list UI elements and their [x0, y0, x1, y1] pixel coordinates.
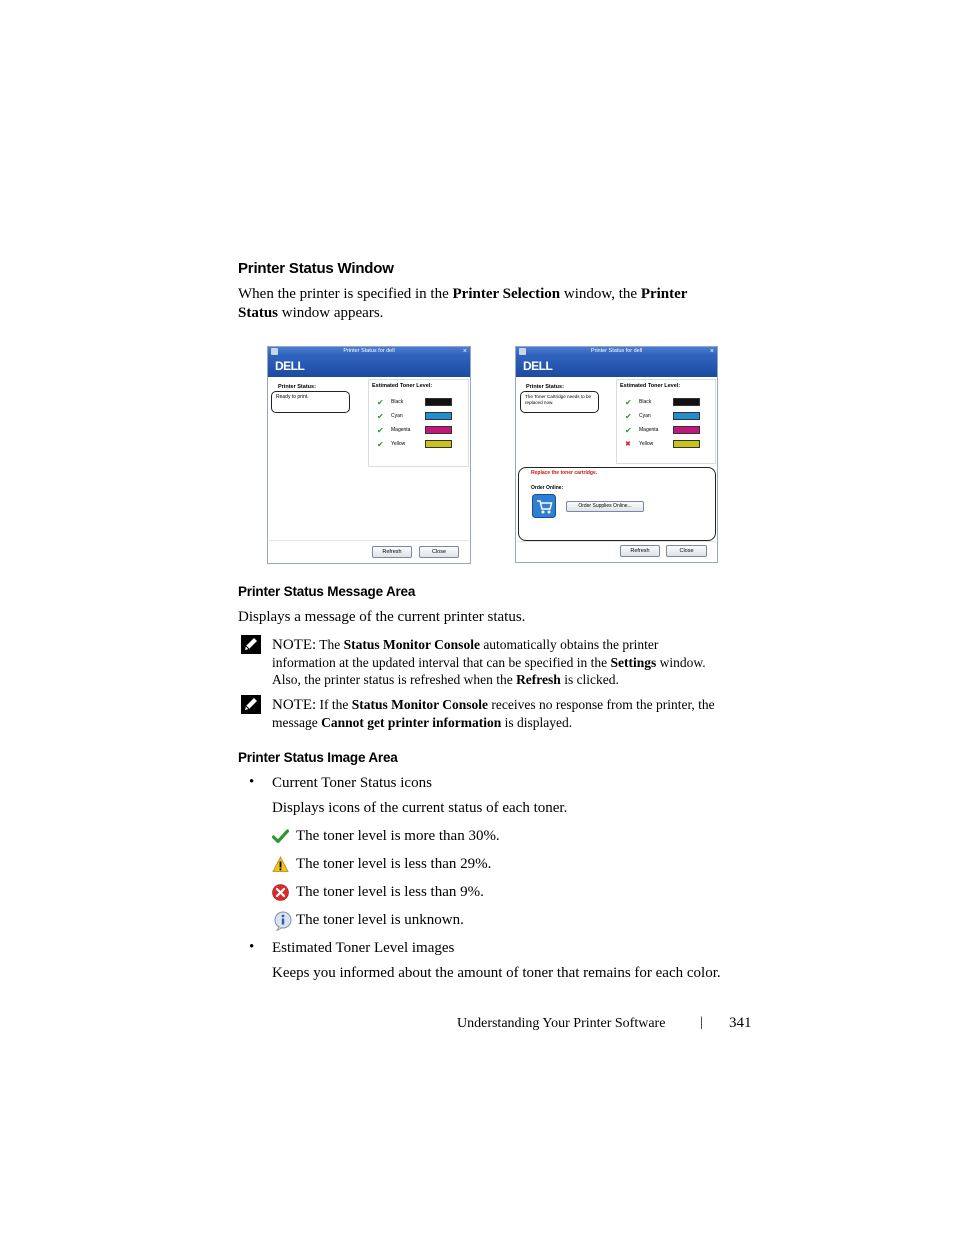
note-bold: Settings	[610, 655, 657, 670]
order-online-label: Order Online:	[531, 485, 564, 491]
check-icon: ✔	[377, 412, 384, 421]
toner-swatch-yellow	[425, 440, 452, 448]
toner-name: Yellow	[639, 441, 654, 447]
window-title: Printer Status for dell	[343, 348, 395, 354]
window-divider	[517, 541, 716, 542]
check-icon: ✔	[377, 426, 384, 435]
printer-status-label: Printer Status:	[278, 384, 316, 390]
toner-swatch-black	[673, 398, 700, 406]
note-text: receives no response from the printer, the	[488, 697, 715, 712]
toner-level-images-item: Estimated Toner Level images	[272, 940, 455, 956]
replace-cartridge-panel	[518, 467, 716, 541]
window-titlebar	[268, 347, 470, 356]
note-text: Also, the printer status is refreshed when the	[272, 672, 517, 687]
close-button[interactable]: Close	[419, 546, 459, 558]
toner-status-icons-desc: Displays icons of the current status of each toner.	[272, 800, 568, 816]
shopping-cart-icon[interactable]	[532, 494, 556, 518]
refresh-button[interactable]: Refresh	[620, 545, 660, 557]
status-message-box: The Toner Cartridge needs to be replaced now.	[520, 391, 599, 413]
check-icon	[272, 828, 289, 845]
note-bold: Status Monitor Console	[351, 697, 489, 712]
info-icon	[273, 911, 293, 931]
toner-name: Cyan	[391, 413, 403, 419]
toner-status-icons-item: Current Toner Status icons	[272, 775, 432, 791]
intro-text-1: When the printer is specified in the	[238, 286, 453, 302]
window-titlebar	[516, 347, 717, 356]
warning-icon	[272, 856, 289, 873]
intro-bold-1: Printer Selection	[452, 286, 561, 302]
footer-separator: |	[700, 1015, 703, 1030]
note-bold: Refresh	[516, 672, 561, 687]
note-1	[272, 636, 752, 688]
window-divider	[269, 540, 469, 541]
intro-paragraph	[238, 285, 718, 323]
icon-desc-info: The toner level is unknown.	[296, 912, 464, 928]
toner-level-label: Estimated Toner Level:	[372, 383, 433, 389]
dell-banner	[516, 356, 717, 377]
note-text: information at the updated interval that can be specified in the	[272, 655, 611, 670]
toner-name: Magenta	[391, 427, 411, 433]
note-bold: Status Monitor Console	[343, 637, 480, 652]
check-icon: ✔	[625, 412, 632, 421]
dell-logo: DELL	[523, 359, 553, 373]
toner-name: Black	[391, 399, 404, 405]
intro-text-2: window, the	[560, 286, 641, 302]
footer-chapter: Understanding Your Printer Software	[457, 1016, 666, 1031]
bullet-marker: •	[249, 939, 255, 955]
note-lead: NOTE:	[272, 697, 317, 713]
error-icon	[272, 884, 289, 901]
close-icon[interactable]: ×	[709, 348, 714, 355]
toner-name: Black	[639, 399, 652, 405]
note-lead: NOTE:	[272, 637, 317, 653]
toner-level-label: Estimated Toner Level:	[620, 383, 681, 389]
toner-panel	[616, 379, 716, 464]
note-bold: Cannot get printer information	[321, 715, 502, 730]
note-text: message	[272, 715, 322, 730]
intro-text-3: window appears.	[278, 305, 384, 321]
intro-bold-3: Status	[238, 305, 279, 321]
toner-swatch-black	[425, 398, 452, 406]
page-number: 341	[729, 1015, 752, 1031]
printer-status-window-ready	[267, 346, 471, 564]
section-title: Printer Status Window	[238, 260, 394, 277]
toner-swatch-cyan	[425, 412, 452, 420]
check-icon: ✔	[625, 398, 632, 407]
icon-desc-warning: The toner level is less than 29%.	[296, 856, 492, 872]
window-app-icon	[519, 348, 526, 355]
check-icon: ✔	[377, 440, 384, 449]
printer-status-label: Printer Status:	[526, 384, 564, 390]
bullet-marker: •	[249, 774, 255, 790]
intro-bold-2: Printer	[640, 286, 688, 302]
image-area-title: Printer Status Image Area	[238, 750, 398, 765]
toner-level-images-desc: Keeps you informed about the amount of toner that remains for each color.	[272, 965, 721, 981]
order-supplies-button[interactable]: Order Supplies Online...	[566, 501, 644, 512]
note-text: automatically obtains the printer	[479, 637, 659, 652]
dell-logo: DELL	[275, 359, 305, 373]
dell-banner	[268, 356, 470, 377]
note-pencil-icon	[241, 635, 261, 654]
toner-name: Yellow	[391, 441, 406, 447]
window-app-icon	[271, 348, 278, 355]
note-2	[272, 696, 752, 731]
check-icon: ✔	[377, 398, 384, 407]
toner-name: Cyan	[639, 413, 651, 419]
toner-panel	[368, 379, 469, 467]
message-area-title: Printer Status Message Area	[238, 584, 416, 599]
window-title: Printer Status for dell	[590, 348, 643, 354]
note-pencil-icon	[241, 695, 261, 714]
refresh-button[interactable]: Refresh	[372, 546, 412, 558]
note-text: is displayed.	[501, 715, 573, 730]
error-icon: ✖	[625, 441, 631, 448]
icon-desc-error: The toner level is less than 9%.	[296, 884, 484, 900]
note-text: is clicked.	[560, 672, 619, 687]
status-message-box: Ready to print.	[271, 391, 350, 413]
toner-swatch-magenta	[673, 426, 700, 434]
close-button[interactable]: Close	[666, 545, 707, 557]
close-icon[interactable]: ×	[462, 348, 467, 355]
check-icon: ✔	[625, 426, 632, 435]
replace-cartridge-text: Replace the toner cartridge.	[531, 470, 598, 476]
toner-swatch-cyan	[673, 412, 700, 420]
printer-status-window-replace	[515, 346, 718, 563]
toner-swatch-magenta	[425, 426, 452, 434]
note-text: The	[316, 637, 344, 652]
toner-swatch-yellow	[673, 440, 700, 448]
toner-name: Magenta	[639, 427, 659, 433]
icon-desc-check: The toner level is more than 30%.	[296, 828, 500, 844]
note-text: window.	[656, 655, 706, 670]
note-text: If the	[316, 697, 352, 712]
message-area-desc: Displays a message of the current printer status.	[238, 609, 526, 625]
